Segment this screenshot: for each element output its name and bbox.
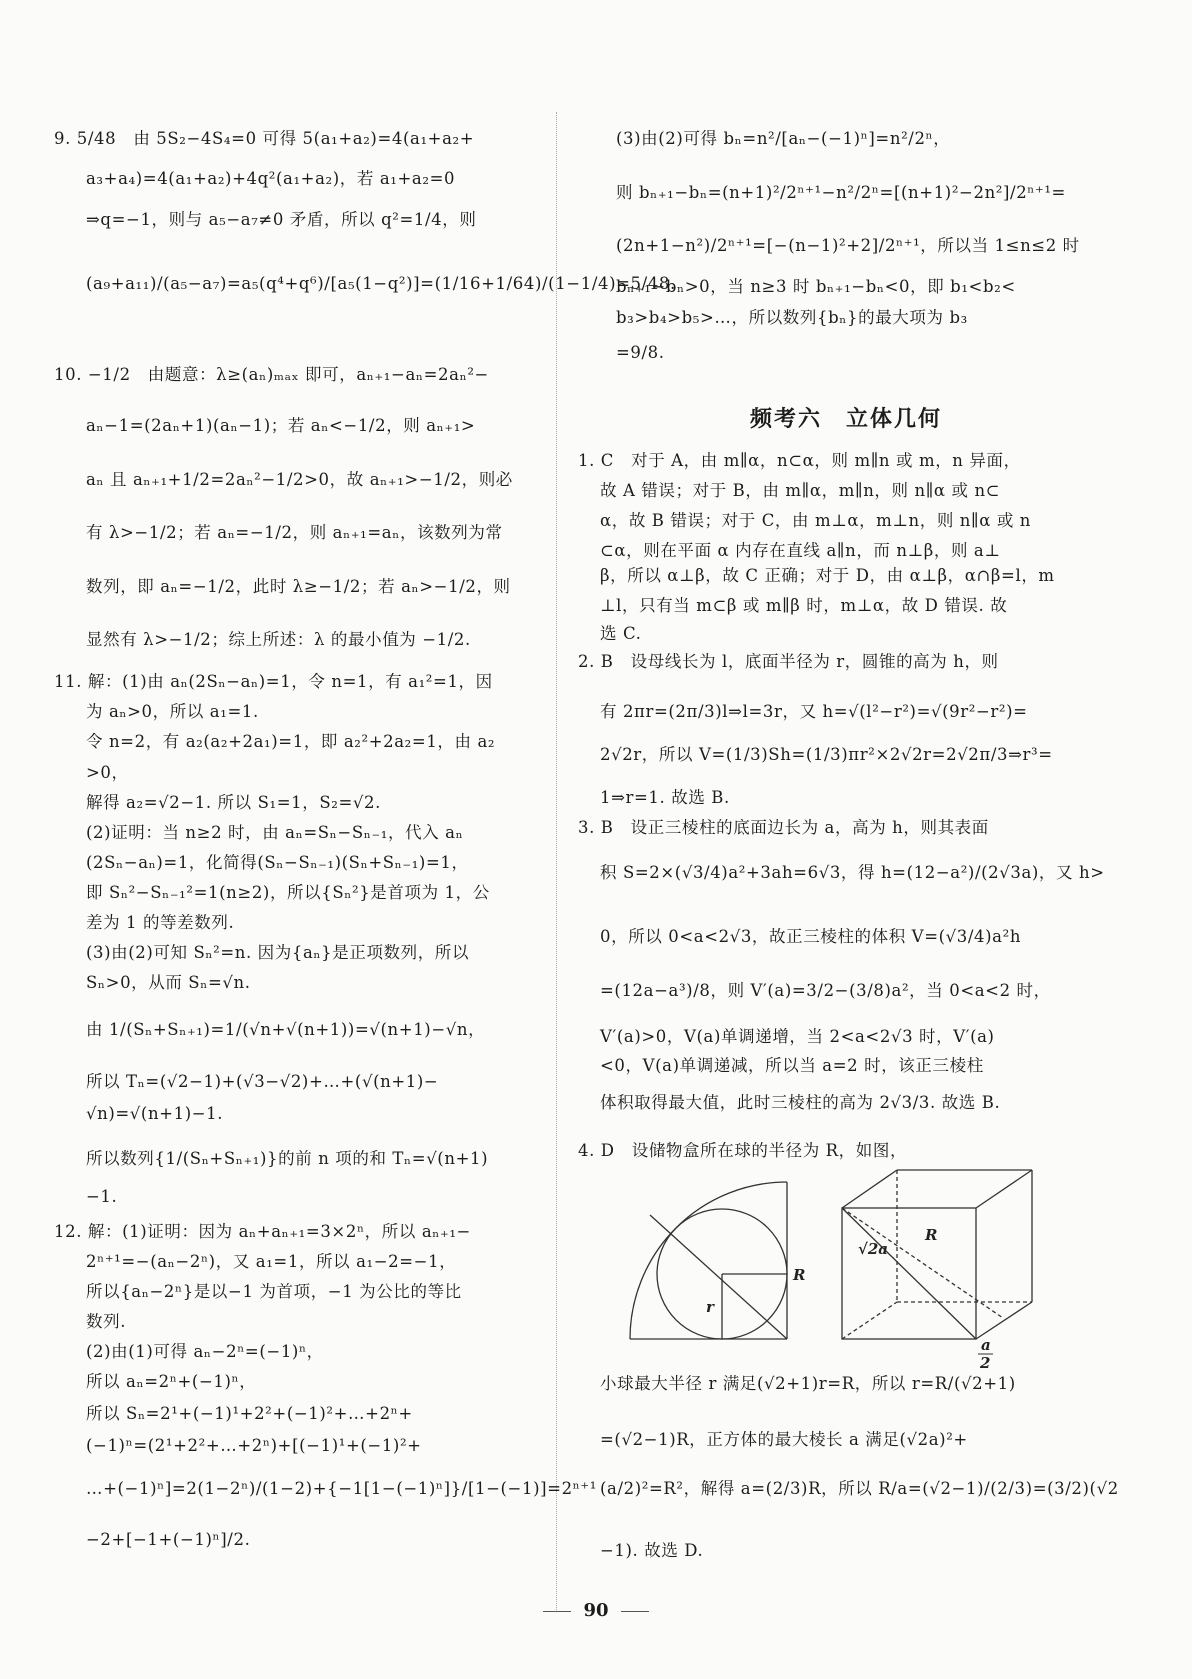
page-number: 90 [583,1600,609,1621]
right-text-line: 故 A 错误；对于 B，由 m∥α，m∥n，则 n∥α 或 n⊂ [600,481,1001,500]
edge [842,1170,897,1208]
left-text-line: 11. 解：(1)由 aₙ(2Sₙ−aₙ)=1，令 n=1，有 a₁²=1，因 [54,672,493,691]
left-text-line: −1. [86,1187,118,1206]
left-text-line: 差为 1 的等差数列. [86,913,235,932]
right-text-line: =(√2−1)R，正方体的最大棱长 a 满足(√2a)²+ [600,1430,968,1449]
right-text-line: 有 2πr=(2π/3)l⇒l=3r，又 h=√(l²−r²)=√(9r²−r²)= [600,702,1028,721]
left-text-line: 2ⁿ⁺¹=−(aₙ−2ⁿ)，又 a₁=1，所以 a₁−2=−1， [86,1252,457,1271]
right-text-line: 1⇒r=1. 故选 B. [600,788,730,807]
left-text-line: (2)证明：当 n≥2 时，由 aₙ=Sₙ−Sₙ₋₁，代入 aₙ [86,823,464,842]
geometry-figure [600,1150,1060,1370]
left-text-line: 解得 a₂=√2−1. 所以 S₁=1，S₂=√2. [86,793,381,812]
left-text-line: (a₉+a₁₁)/(a₅−a₇)=a₅(q⁴+q⁶)/[a₅(1−q²)]=(1/16+1/64)/(1−1/4)=5/48. [86,274,676,293]
left-text-line: 数列，即 aₙ=−1/2，此时 λ≥−1/2；若 aₙ>−1/2，则 [86,577,511,596]
left-text-line: 所以 Tₙ=(√2−1)+(√3−√2)+…+(√(n+1)− [86,1072,439,1091]
right-text-line: 2. B 设母线长为 l，底面半径为 r，圆锥的高为 h，则 [578,652,999,671]
left-text-line: 所以{aₙ−2ⁿ}是以−1 为首项，−1 为公比的等比 [86,1282,462,1301]
left-text-line: 显然有 λ>−1/2；综上所述：λ 的最小值为 −1/2. [86,630,471,649]
right-text-line: −1). 故选 D. [600,1541,704,1560]
right-text-line: ⊥l，只有当 m⊂β 或 m∥β 时，m⊥α，故 D 错误. 故 [600,596,1008,615]
right-text-line: (2n+1−n²)/2ⁿ⁺¹=[−(n−1)²+2]/2ⁿ⁺¹，所以当 1≤n≤2 时 [616,236,1080,255]
right-text-line: 3. B 设正三棱柱的底面边长为 a，高为 h，则其表面 [578,818,989,837]
left-text-line: 所以 Sₙ=2¹+(−1)¹+2²+(−1)²+…+2ⁿ+ [86,1404,413,1423]
page-footer [0,1600,1192,1621]
cube-diagram [842,1170,1032,1370]
left-text-line: 所以 aₙ=2ⁿ+(−1)ⁿ， [86,1372,257,1391]
left-text-line: 有 λ>−1/2；若 aₙ=−1/2，则 aₙ₊₁=aₙ，该数列为常 [86,523,503,542]
left-text-line: −2+[−1+(−1)ⁿ]/2. [86,1530,251,1549]
quarter-sphere-diagram [630,1182,805,1339]
right-text-line: α，故 B 错误；对于 C，由 m⊥α，m⊥n，则 n∥α 或 n [600,511,1032,530]
left-text-line: a₃+a₄)=4(a₁+a₂)+4q²(a₁+a₂)，若 a₁+a₂=0 [86,169,456,188]
right-text-line: bₙ₊₁−bₙ>0，当 n≥3 时 bₙ₊₁−bₙ<0，即 b₁<b₂< [616,277,1016,296]
left-text-line: (3)由(2)可知 Sₙ²=n. 因为{aₙ}是正项数列，所以 [86,943,470,962]
right-text-line: 则 bₙ₊₁−bₙ=(n+1)²/2ⁿ⁺¹−n²/2ⁿ=[(n+1)²−2n²]/2ⁿ⁺¹= [616,183,1066,202]
right-text-line: 4. D 设储物盒所在球的半径为 R，如图， [578,1141,908,1160]
right-text-line: (a/2)²=R²，解得 a=(2/3)R，所以 R/a=(√2−1)/(2/3)=(3/2)(√2 [600,1479,1119,1498]
right-text-line: (3)由(2)可得 bₙ=n²/[aₙ−(−1)ⁿ]=n²/2ⁿ， [616,129,951,148]
left-text-line: aₙ−1=(2aₙ+1)(aₙ−1)；若 aₙ<−1/2，则 aₙ₊₁> [86,416,476,435]
label-a-half-den: 2 [980,1354,991,1370]
face-diagonal [842,1208,976,1339]
left-text-line: 12. 解：(1)证明：因为 aₙ+aₙ₊₁=3×2ⁿ，所以 aₙ₊₁− [54,1222,471,1241]
left-text-line: 为 aₙ>0，所以 a₁=1. [86,702,259,721]
left-text-line: Sₙ>0，从而 Sₙ=√n. [86,973,251,992]
label-a-half-num: a [981,1336,991,1354]
right-text-line: V′(a)>0，V(a)单调递增，当 2<a<2√3 时，V′(a) [600,1027,995,1046]
right-text-line: 1. C 对于 A，由 m∥α，n⊂α，则 m∥n 或 m，n 异面， [578,451,1021,470]
right-text-line: 选 C. [600,624,642,643]
right-text-line: 体积取得最大值，此时三棱柱的高为 2√3/3. 故选 B. [600,1093,1001,1112]
left-text-line: 所以数列{1/(Sₙ+Sₙ₊₁)}的前 n 项的和 Tₙ=√(n+1) [86,1149,489,1168]
left-text-line: 即 Sₙ²−Sₙ₋₁²=1(n≥2)，所以{Sₙ²}是首项为 1，公 [86,883,490,902]
right-text-line: 2√2r，所以 V=(1/3)Sh=(1/3)πr²×2√2r=2√2π/3⇒r³= [600,745,1053,764]
left-text-line: ⇒q=−1，则与 a₅−a₇≠0 矛盾，所以 q²=1/4，则 [86,210,477,229]
left-text-line: 9. 5/48 由 5S₂−4S₄=0 可得 5(a₁+a₂)=4(a₁+a₂+ [54,129,475,148]
diagonal [650,1215,787,1339]
edge [976,1302,1032,1339]
left-text-line: aₙ 且 aₙ₊₁+1/2=2aₙ²−1/2>0，故 aₙ₊₁>−1/2，则必 [86,470,513,489]
label-r: r [706,1298,714,1316]
right-text-line: 小球最大半径 r 满足(√2+1)r=R，所以 r=R/(√2+1) [600,1374,1016,1393]
left-text-line: (2)由(1)可得 aₙ−2ⁿ=(−1)ⁿ， [86,1342,324,1361]
right-text-line: =(12a−a³)/8，则 V′(a)=3/2−(3/8)a²，当 0<a<2 时， [600,981,1051,1000]
column-divider [556,112,557,1612]
left-text-line: 数列. [86,1312,127,1331]
right-text-line: =9/8. [616,343,665,362]
left-text-line: 10. −1/2 由题意：λ≥(aₙ)ₘₐₓ 即可，aₙ₊₁−aₙ=2aₙ²− [54,365,489,384]
right-text-line: β，所以 α⊥β，故 C 正确；对于 D，由 α⊥β，α∩β=l，m [600,566,1055,585]
left-text-line: …+(−1)ⁿ]=2(1−2ⁿ)/(1−2)+{−1[1−(−1)ⁿ]}/[1−(−1)]=2ⁿ⁺¹ [86,1479,597,1498]
right-text-line: b₃>b₄>b₅>…，所以数列{bₙ}的最大项为 b₃ [616,308,968,327]
left-text-line: (2Sₙ−aₙ)=1，化简得(Sₙ−Sₙ₋₁)(Sₙ+Sₙ₋₁)=1， [86,853,469,872]
right-text-line: 积 S=2×(√3/4)a²+3ah=6√3，得 h=(12−a²)/(2√3a)，又 h> [600,863,1105,882]
section-title: 频考六 立体几何 [749,407,942,432]
edge [976,1170,1032,1208]
left-text-line: 由 1/(Sₙ+Sₙ₊₁)=1/(√n+√(n+1))=√(n+1)−√n， [86,1020,486,1039]
label-R: R [793,1266,806,1284]
left-text-line: (−1)ⁿ=(2¹+2²+…+2ⁿ)+[(−1)¹+(−1)²+ [86,1436,422,1455]
left-text-line: 令 n=2，有 a₂(a₂+2a₁)=1，即 a₂²+2a₂=1，由 a₂ [86,732,496,751]
right-text-line: ⊂α，则在平面 α 内存在直线 a∥n，而 n⊥β，则 a⊥ [600,541,1001,560]
left-text-line: >0， [86,763,129,782]
left-text-line: √n)=√(n+1)−1. [86,1104,224,1123]
right-text-line: <0，V(a)单调递减，所以当 a=2 时，该正三棱柱 [600,1056,984,1075]
label-root2a: √2a [858,1240,889,1258]
label-cube-R: R [925,1226,938,1244]
right-text-line: 0，所以 0<a<2√3，故正三棱柱的体积 V=(√3/4)a²h [600,927,1022,946]
